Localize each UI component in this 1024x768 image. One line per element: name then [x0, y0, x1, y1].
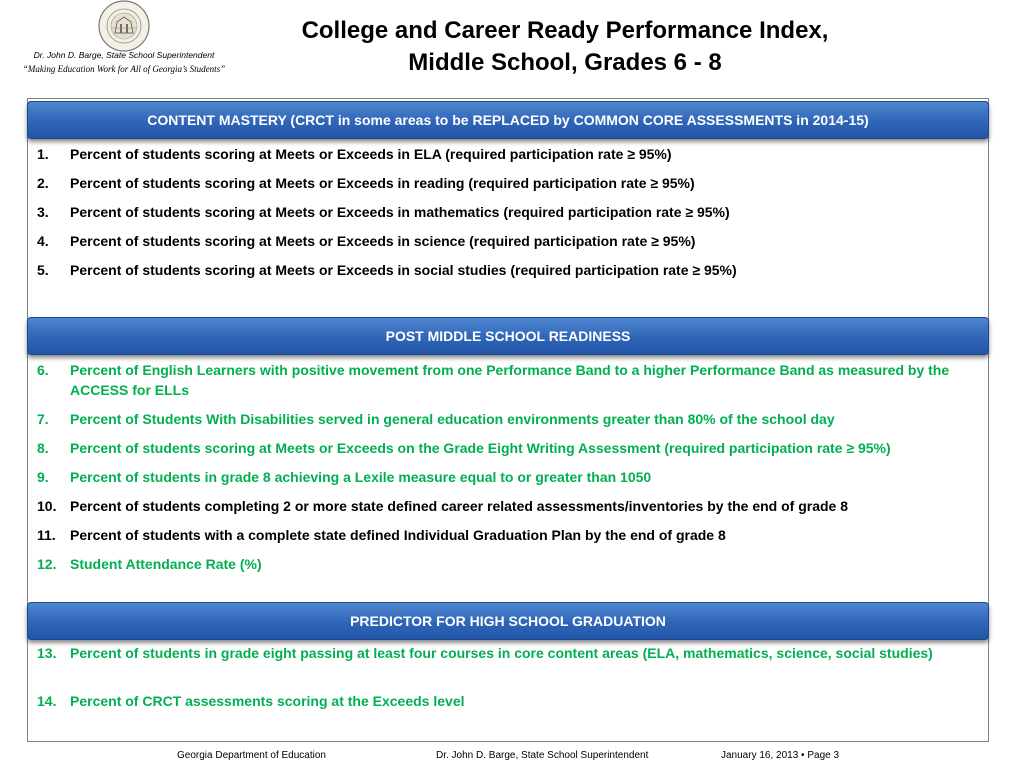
list-item: 7. Percent of Students With Disabilities served in general education environments greater than 80% of the school day [37, 411, 835, 427]
list-item: 1. Percent of students scoring at Meets or Exceeds in ELA (required participation rate ≥ 95%) [37, 146, 672, 162]
list-item: 6. Percent of English Learners with positive movement from one Performance Band to a higher Performance Band as measured by the ACCESS for ELLs [37, 362, 950, 398]
list-item: 8. Percent of students scoring at Meets or Exceeds on the Grade Eight Writing Assessment (required participation rate ≥ 95%) [37, 440, 891, 456]
footer-superintendent: Dr. John D. Barge, State School Superintendent [436, 750, 649, 761]
title-line-1: College and Career Ready Performance Index, [301, 17, 829, 44]
page-title [260, 15, 870, 79]
section-header-predictor-for-high-school-graduation: PREDICTOR FOR HIGH SCHOOL GRADUATION [27, 602, 989, 640]
footer-org: Georgia Department of Education [177, 750, 326, 761]
list-item: 10. Percent of students completing 2 or more state defined career related assessments/inventories by the end of grade 8 [37, 498, 849, 514]
list-item: 3. Percent of students scoring at Meets or Exceeds in mathematics (required participation rate ≥ 95%) [37, 204, 730, 220]
footer-date-page: January 16, 2013 • Page 3 [721, 750, 840, 761]
section-header-content-mastery: CONTENT MASTERY (CRCT in some areas to be REPLACED by COMMON CORE ASSESSMENTS in 2014-15) [27, 101, 989, 139]
list-item: 12. Student Attendance Rate (%) [37, 556, 262, 572]
list-item: 13. Percent of students in grade eight passing at least four courses in core content areas (ELA, mathematics, science, social studies) [37, 645, 933, 661]
list-item: 2. Percent of students scoring at Meets or Exceeds in reading (required participation rate ≥ 95%) [37, 175, 695, 191]
motto: “Making Education Work for All of Georgia’s Students” [22, 64, 226, 74]
list-item: 11. Percent of students with a complete state defined Individual Graduation Plan by the end of grade 8 [37, 527, 726, 543]
list-item: 14. Percent of CRCT assessments scoring at the Exceeds level [37, 693, 465, 709]
title-line-2: Middle School, Grades 6 - 8 [408, 49, 722, 76]
list-item: 4. Percent of students scoring at Meets or Exceeds in science (required participation rate ≥ 95%) [37, 233, 696, 249]
georgia-doe-seal [98, 0, 150, 52]
list-item: 5. Percent of students scoring at Meets or Exceeds in social studies (required participation rate ≥ 95%) [37, 262, 737, 278]
list-item: 9. Percent of students in grade 8 achieving a Lexile measure equal to or greater than 1050 [37, 469, 652, 485]
superintendent-name: Dr. John D. Barge, State School Superintendent [33, 50, 215, 60]
section-header-post-middle-school-readiness: POST MIDDLE SCHOOL READINESS [27, 317, 989, 355]
